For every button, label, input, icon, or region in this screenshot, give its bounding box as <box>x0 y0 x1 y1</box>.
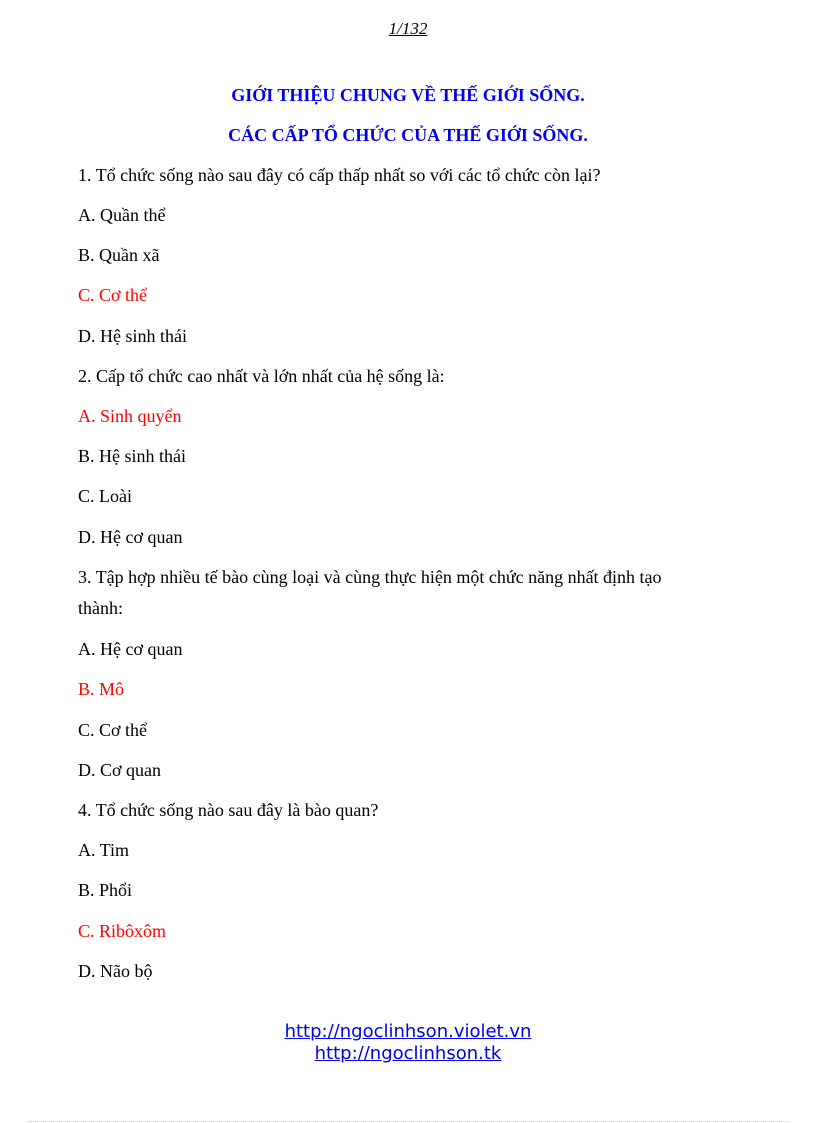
q3-option-d: D. Cơ quan <box>78 760 162 780</box>
page-number: 1/132 <box>388 19 428 38</box>
footer-links <box>0 1021 816 1065</box>
page-bottom-divider <box>28 1121 788 1122</box>
q2-option-a-correct: A. Sinh quyển <box>78 406 182 426</box>
q1-option-a: A. Quần thể <box>78 205 166 225</box>
q1-option-b: B. Quần xã <box>78 245 160 265</box>
heading-introduction: GIỚI THIỆU CHUNG VỀ THẾ GIỚI SỐNG. <box>231 85 585 105</box>
question-3-line-1: 3. Tập hợp nhiều tế bào cùng loại và cùng thực hiện một chức năng nhất định tạo <box>78 567 662 587</box>
q4-option-c-correct: C. Ribôxôm <box>78 921 167 941</box>
question-3-line-2: thành: <box>78 598 123 618</box>
q1-option-c-correct: C. Cơ thể <box>78 285 148 305</box>
question-2: 2. Cấp tổ chức cao nhất và lớn nhất của hệ sống là: <box>78 366 445 386</box>
heading-organization-levels: CÁC CẤP TỔ CHỨC CỦA THẾ GIỚI SỐNG. <box>228 125 588 145</box>
q1-option-d: D. Hệ sinh thái <box>78 326 187 346</box>
q4-option-a: A. Tim <box>78 840 130 860</box>
q3-option-b-correct: B. Mô <box>78 679 125 699</box>
q4-option-b: B. Phổi <box>78 880 133 900</box>
link-violet[interactable]: http://ngoclinhson.violet.vn <box>284 1021 532 1042</box>
q2-option-b: B. Hệ sinh thái <box>78 446 186 466</box>
q4-option-d: D. Não bộ <box>78 961 153 981</box>
q3-option-a: A. Hệ cơ quan <box>78 639 183 659</box>
link-tk[interactable]: http://ngoclinhson.tk <box>314 1043 502 1064</box>
q2-option-c: C. Loài <box>78 486 132 506</box>
q3-option-c: C. Cơ thể <box>78 720 148 740</box>
question-1: 1. Tổ chức sống nào sau đây có cấp thấp nhất so với các tổ chức còn lại? <box>78 165 601 185</box>
question-4: 4. Tổ chức sống nào sau đây là bào quan? <box>78 800 379 820</box>
q2-option-d: D. Hệ cơ quan <box>78 527 183 547</box>
